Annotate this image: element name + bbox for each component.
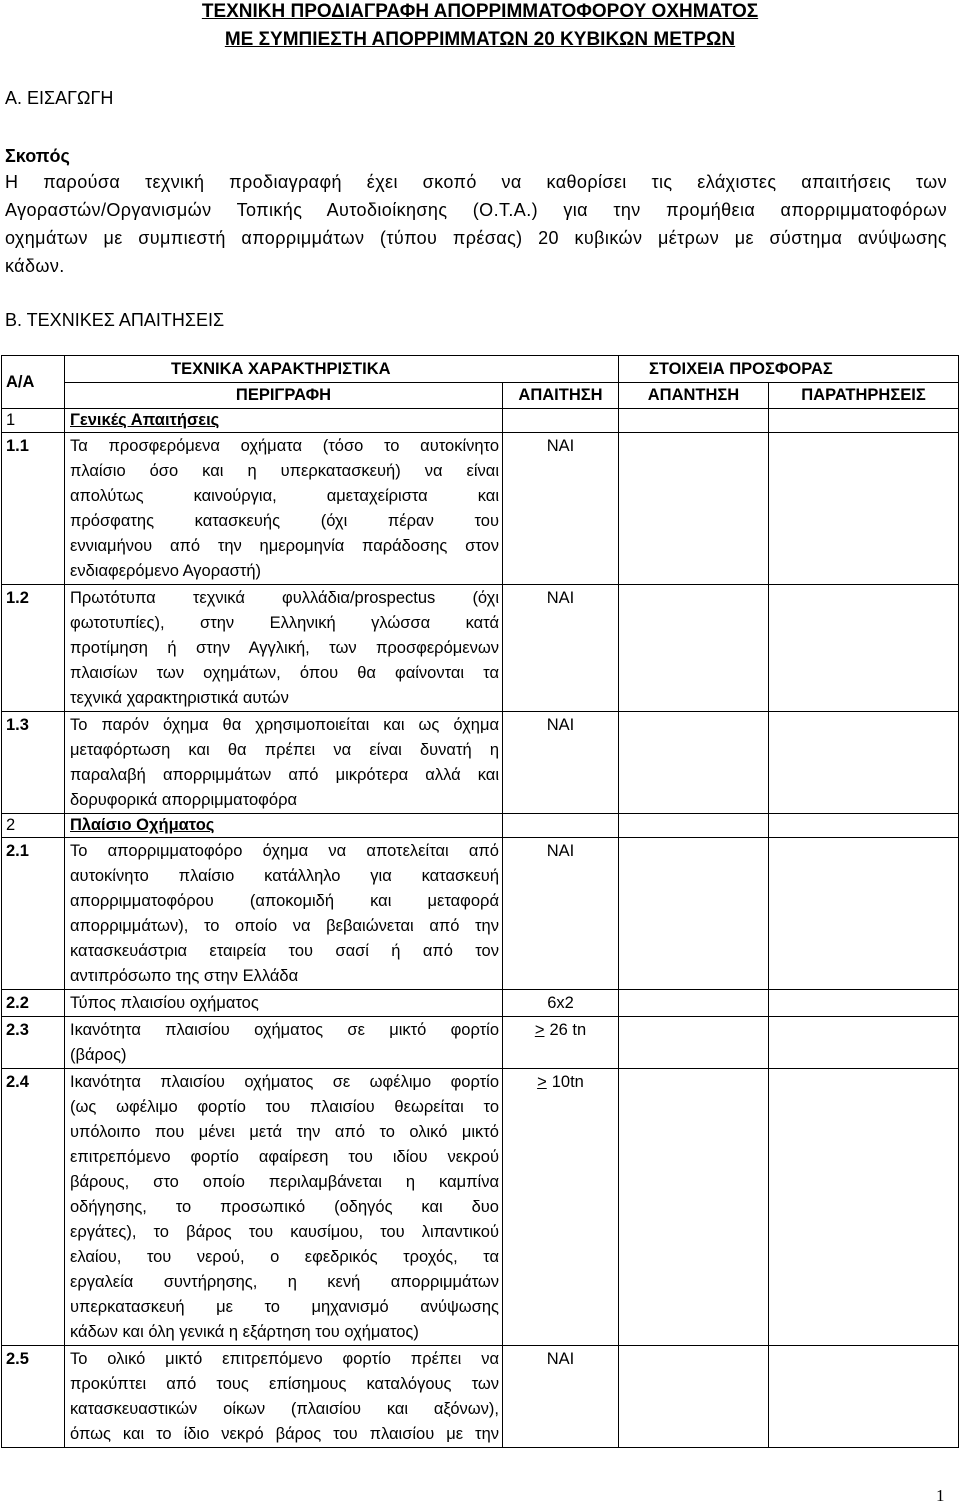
description-cell <box>65 585 503 712</box>
document-title-line-2 <box>0 28 960 52</box>
requirement-value: ΝΑΙ <box>546 1350 575 1368</box>
description-line: προκύπτει από τους επίσημους καταλόγους των <box>70 1375 499 1393</box>
description-line: Πρωτότυπα τεχνικά φυλλάδια/prospectus (όχι <box>70 589 499 607</box>
document-title-line-1 <box>0 0 960 24</box>
scope-paragraph <box>5 168 947 280</box>
row-number: 2.2 <box>2 990 65 1017</box>
section-row <box>2 814 959 838</box>
section-b-heading: Β. ΤΕΧΝΙΚΕΣ ΑΠΑΙΤΗΣΕΙΣ <box>5 310 225 330</box>
description-line: μεταφόρτωση και θα πρέπει να είναι δυνατή η <box>70 741 499 759</box>
table-row <box>2 1017 959 1069</box>
description-line: (ως ωφέλιμο φορτίο του πλαισίου θεωρείται το <box>70 1098 499 1116</box>
document-title-text: ΤΕΧΝΙΚΗ ΠΡΟΔΙΑΓΡΑΦΗ ΑΠΟΡΡΙΜΜΑΤΟΦΟΡΟΥ ΟΧΗΜΑΤΟΣ <box>201 1 759 22</box>
header-technical-characteristics: ΤΕΧΝΙΚΑ ΧΑΡΑΚΤΗΡΙΣΤΙΚΑ <box>65 356 619 383</box>
requirement-value: 26 tn <box>549 1021 587 1039</box>
requirement-cell <box>503 838 619 990</box>
remarks-cell <box>769 712 959 814</box>
header-offer-details: ΣΤΟΙΧΕΙΑ ΠΡΟΣΦΟΡΑΣ <box>619 356 959 383</box>
header-description: ΠΕΡΙΓΡΑΦΗ <box>65 383 503 409</box>
header-aa: Α/Α <box>2 356 65 409</box>
description-line: βάρους, στο οποίο περιλαμβάνεται η καμπίνα <box>70 1173 499 1191</box>
comparator-symbol: > <box>537 1073 547 1091</box>
requirement-cell <box>503 990 619 1017</box>
requirement-cell <box>503 1346 619 1448</box>
section-a-heading: Α. ΕΙΣΑΓΩΓΗ <box>5 88 114 108</box>
description-line: επιτρεπόμενο φορτίο αφαίρεση του ιδίου νεκρού <box>70 1148 499 1166</box>
description-line: τεχνικά χαρακτηριστικά αυτών <box>70 689 289 707</box>
remarks-cell <box>769 990 959 1017</box>
table-body <box>2 409 959 1448</box>
description-line: απολύτως καινούργια, αμεταχείριστα και <box>70 487 499 505</box>
description-line: δορυφορικά απορριμματοφόρα <box>70 791 297 809</box>
description-line: υπόλοιπο που μένει μετά την από το ολικό μικτό <box>70 1123 499 1141</box>
requirement-value: ΝΑΙ <box>546 437 575 455</box>
description-cell <box>65 433 503 585</box>
answer-cell <box>619 585 769 712</box>
table-subheader-row <box>2 383 959 409</box>
table-row <box>2 838 959 990</box>
description-cell <box>65 1346 503 1448</box>
description-line: ενδιαφερόμενο Αγοραστή) <box>70 562 262 580</box>
paragraph-line: Η παρούσα τεχνική προδιαγραφή έχει σκοπό να καθορίσει τις ελάχιστες απαιτήσεις των <box>5 172 947 192</box>
requirement-value: ΝΑΙ <box>546 842 575 860</box>
section-cell <box>65 409 503 433</box>
remarks-cell <box>769 1069 959 1346</box>
description-line: απορριμματοφόρου (αποκομιδή και μεταφορά <box>70 892 499 910</box>
description-line: πρόσφατης κατασκευής (όχι πέραν του <box>70 512 499 530</box>
description-line: εννιαμήνου από την ημερομηνία παράδοσης στον <box>70 537 499 555</box>
section-row <box>2 409 959 433</box>
paragraph-line: Αγοραστών/Οργανισμών Τοπικής Αυτοδιοίκησης (Ο.Τ.Α.) για την προμήθεια απορριμματοφόρων <box>5 200 947 220</box>
remarks-cell <box>769 838 959 990</box>
document-title-text: ΜΕ ΣΥΜΠΙΕΣΤΗ ΑΠΟΡΡΙΜΜΑΤΩΝ 20 ΚΥΒΙΚΩΝ ΜΕΤΡΩΝ <box>224 29 736 50</box>
section-title: Πλαίσιο Οχήματος <box>70 816 215 834</box>
description-line: παραλαβή απορριμμάτων από μικρότερα αλλά και <box>70 766 499 784</box>
remarks-cell <box>769 1346 959 1448</box>
description-line: εργαλεία συντήρησης, η κενή απορριμμάτων <box>70 1273 499 1291</box>
description-line: όπως και το ίδιο νεκρό βάρος του πλαισίου με την <box>70 1425 499 1443</box>
description-cell <box>65 1069 503 1346</box>
table-row <box>2 712 959 814</box>
row-number: 1.3 <box>2 712 65 814</box>
requirement-cell <box>503 585 619 712</box>
description-line: ελαίου, του νερού, ο εφεδρικός τροχός, τα <box>70 1248 499 1266</box>
answer-cell <box>619 838 769 990</box>
scope-subheading: Σκοπός <box>5 146 70 166</box>
row-number: 1 <box>2 409 65 433</box>
remarks-cell <box>769 1017 959 1069</box>
row-number: 2.5 <box>2 1346 65 1448</box>
requirement-value: ΝΑΙ <box>546 716 575 734</box>
answer-cell <box>619 409 769 433</box>
description-line: αυτοκίνητο πλαίσιο κατάλληλο για κατασκευή <box>70 867 499 885</box>
description-line: Τύπος πλαισίου οχήματος <box>70 994 259 1012</box>
section-cell <box>65 814 503 838</box>
header-requirement: ΑΠΑΙΤΗΣΗ <box>503 383 619 409</box>
table-header-row <box>2 356 959 383</box>
requirement-value: 6x2 <box>547 994 574 1012</box>
table-row <box>2 1069 959 1346</box>
table-row <box>2 433 959 585</box>
answer-cell <box>619 1346 769 1448</box>
comparator-symbol: > <box>534 1021 545 1039</box>
description-line: προτίμηση ή στην Αγγλική, των προσφερόμενων <box>70 639 499 657</box>
remarks-cell <box>769 433 959 585</box>
remarks-cell <box>769 409 959 433</box>
description-line: Ικανότητα πλαισίου οχήματος σε μικτό φορτίο <box>70 1021 499 1039</box>
description-line: (βάρος) <box>70 1046 127 1064</box>
description-line: κατασκευαστικών οίκων (πλαισίου και αξόνων), <box>70 1400 499 1418</box>
answer-cell <box>619 1069 769 1346</box>
requirement-cell <box>503 1017 619 1069</box>
description-line: φωτοτυπίες), στην Ελληνική γλώσσα κατά <box>70 614 499 632</box>
row-number: 2.3 <box>2 1017 65 1069</box>
section-title: Γενικές Απαιτήσεις <box>70 411 220 429</box>
requirement-cell <box>503 712 619 814</box>
description-line: Τα προσφερόμενα οχήματα (τόσο το αυτοκίνητο <box>70 437 499 455</box>
table-row <box>2 990 959 1017</box>
description-line: πλαίσιο όσο και η υπερκατασκευή) να είναι <box>70 462 499 480</box>
requirement-cell <box>503 1069 619 1346</box>
description-line: αντιπρόσωπο της στην Ελλάδα <box>70 967 299 985</box>
requirement-value: 10tn <box>551 1073 584 1091</box>
row-number: 1.2 <box>2 585 65 712</box>
answer-cell <box>619 814 769 838</box>
row-number: 2 <box>2 814 65 838</box>
requirement-cell <box>503 814 619 838</box>
header-answer: ΑΠΑΝΤΗΣΗ <box>619 383 769 409</box>
paragraph-line: οχημάτων με συμπιεστή απορριμμάτων (τύπου πρέσας) 20 κυβικών μέτρων με σύστημα ανύψωσης <box>5 228 947 248</box>
table-row <box>2 1346 959 1448</box>
description-cell <box>65 712 503 814</box>
description-line: Το απορριμματοφόρο όχημα να αποτελείται από <box>70 842 499 860</box>
requirement-cell <box>503 433 619 585</box>
row-number: 2.1 <box>2 838 65 990</box>
description-cell <box>65 1017 503 1069</box>
description-line: απορριμμάτων), το οποίο να βεβαιώνεται από την <box>70 917 499 935</box>
remarks-cell <box>769 585 959 712</box>
requirement-cell <box>503 409 619 433</box>
description-line: εργάτες), το βάρος του καυσίμου, του λιπαντικού <box>70 1223 499 1241</box>
remarks-cell <box>769 814 959 838</box>
description-line: Το παρόν όχημα θα χρησιμοποιείται και ως όχημα <box>70 716 499 734</box>
description-line: οδήγησης, το προσωπικό (οδηγός και δυο <box>70 1198 499 1216</box>
answer-cell <box>619 433 769 585</box>
answer-cell <box>619 1017 769 1069</box>
description-line: πλαισίων των οχημάτων, όπου θα φαίνονται τα <box>70 664 499 682</box>
description-cell <box>65 990 503 1017</box>
description-line: υπερκατασκευή με το μηχανισμό ανύψωσης <box>70 1298 499 1316</box>
paragraph-line: κάδων. <box>5 256 65 276</box>
table-row <box>2 585 959 712</box>
answer-cell <box>619 712 769 814</box>
header-remarks: ΠΑΡΑΤΗΡΗΣΕΙΣ <box>769 383 959 409</box>
row-number: 1.1 <box>2 433 65 585</box>
technical-requirements-table <box>1 355 959 1448</box>
row-number: 2.4 <box>2 1069 65 1346</box>
description-line: Ικανότητα πλαισίου οχήματος σε ωφέλιμο φορτίο <box>70 1073 499 1091</box>
description-line: κάδων και όλη γενικά η εξάρτηση του οχήματος) <box>70 1323 419 1341</box>
requirement-value: ΝΑΙ <box>546 589 575 607</box>
description-line: κατασκευάστρια εταιρεία του σασί ή από τον <box>70 942 499 960</box>
description-line: Το ολικό μικτό επιτρεπόμενο φορτίο πρέπει να <box>70 1350 499 1368</box>
answer-cell <box>619 990 769 1017</box>
description-cell <box>65 838 503 990</box>
page-number: 1 <box>936 1486 945 1505</box>
